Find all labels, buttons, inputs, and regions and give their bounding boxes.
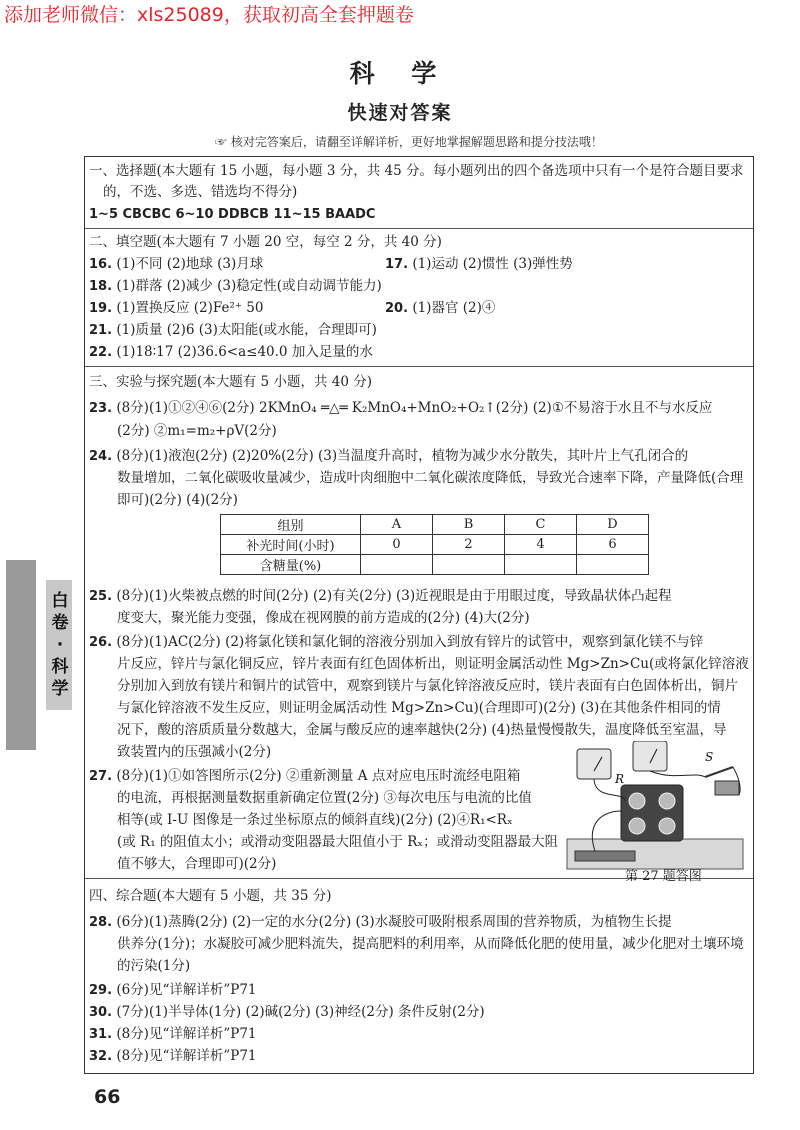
q30-number: 30.	[89, 1005, 113, 1020]
label-r: R	[615, 772, 625, 786]
q19-answer: (1)置换反应 (2)Fe²⁺ 50	[116, 300, 264, 316]
q24-line-3: 即可)(2分) (4)(2分)	[117, 492, 238, 508]
q31-answer: (8分)见“详解详析”P71	[116, 1026, 257, 1042]
section-choice-header-2: 的，不选、多选、错选均不得分)	[103, 184, 298, 200]
q27-line-5: 值不够大，合理即可)(2分)	[117, 856, 277, 872]
side-tab-bar	[6, 560, 36, 750]
q18-answer: (1)群落 (2)减少 (3)稳定性(或自动调节能力)	[116, 278, 382, 294]
q20-row	[385, 297, 745, 320]
section-fill-header: 二、填空题(本大题有 7 小题 20 空，每空 2 分，共 40 分)	[89, 234, 442, 250]
table-cell	[505, 555, 577, 575]
q21-number: 21.	[89, 323, 113, 338]
q23-line-1	[89, 397, 749, 420]
q29-answer: (6分)见“详解详析”P71	[116, 982, 257, 998]
hand-pointer-icon: ☞	[215, 135, 228, 149]
q31-row	[89, 1023, 749, 1046]
q22-number: 22.	[89, 345, 113, 360]
q27-line-4: (或 R₁ 的阻值太小；或滑动变阻器最大阻值小于 Rₓ；或滑动变阻器最大阻	[117, 834, 559, 850]
q17-answer: (1)运动 (2)惯性 (3)弹性势	[412, 256, 573, 272]
dial	[629, 793, 645, 809]
dial	[629, 818, 645, 834]
table-cell: 0	[361, 535, 433, 555]
voltmeter	[577, 749, 611, 779]
table-cell: A	[361, 515, 433, 535]
section-comprehensive-header: 四、综合题(本大题有 5 小题，共 35 分)	[89, 888, 332, 904]
table-cell: B	[433, 515, 505, 535]
q26-text-1: (8分)(1)AC(2分) (2)将氯化镁和氯化铜的溶液分别加入到放有锌片的试管中，观察到氯化镁不与锌	[116, 634, 704, 650]
q26-line-6: 致装置内的压强减小(2分)	[117, 744, 272, 760]
page-subtitle: 快速对答案	[347, 102, 453, 124]
table-cell: C	[505, 515, 577, 535]
q29-number: 29.	[89, 983, 113, 998]
section-experiment	[85, 367, 753, 884]
table-cell: 2	[433, 535, 505, 555]
table-row	[221, 535, 649, 555]
page-number: 66	[94, 1086, 121, 1108]
answer-panel	[84, 156, 754, 1074]
table-cell: 4	[505, 535, 577, 555]
q27-text-1: (8分)(1)①如答图所示(2分) ②重新测量 A 点对应电压时流经电阻箱	[116, 768, 521, 784]
q28-text-1: (6分)(1)蒸腾(2分) (2)一定的水分(2分) (3)水凝胶可吸附根系周围的营养物质，为植物生长提	[116, 914, 672, 930]
q28-line-2: 供养分(1分)；水凝胶可减少肥料流失，提高肥料的利用率，从而降低化肥的使用量，减少化肥对土壤环境	[117, 936, 744, 952]
choice-answers-text: 1~5 CBCBC 6~10 DDBCB 11~15 BAADC	[89, 207, 376, 222]
q22-row	[89, 341, 749, 364]
dial	[659, 793, 675, 809]
q26-line-4: 与氯化锌溶液不发生反应，则证明金属活动性 Mg>Zn>Cu)(合理即可)(2分) (3)在其他条件相同的情	[117, 700, 721, 716]
q25-number: 25.	[89, 589, 113, 604]
table-cell: 补光时间(小时)	[221, 535, 361, 555]
q30-row	[89, 1001, 749, 1024]
rheostat	[575, 851, 635, 861]
q24-table	[220, 514, 649, 575]
table-cell: 组别	[221, 515, 361, 535]
q21-row	[89, 319, 749, 342]
choice-answers	[89, 203, 749, 226]
table-cell: 6	[577, 535, 649, 555]
tip-text: 核对完答案后，请翻至详解详析，更好地掌握解题思路和提分技法哦！	[230, 135, 603, 149]
section-choice-header-1: 一、选择题(本大题有 15 小题，每小题 3 分，共 45 分。每小题列出的四个备选项中只有一个是符合题目要求	[89, 163, 744, 179]
q24-line-2: 数量增加，二氧化碳吸收量减少，造成叶肉细胞中二氧化碳浓度降低，导致光合速率下降，产量降低(合理	[117, 470, 744, 486]
q23-text-1: (8分)(1)①②④⑥(2分) 2KMnO₄ ═△═ K₂MnO₄+MnO₂+O₂↑(2分) (2)①不易溶于水且不与水反应	[116, 400, 713, 416]
q25-line-2: 度变大，聚光能力变强，像成在视网膜的前方造成的(2分) (4)大(2分)	[117, 610, 530, 626]
q29-row	[89, 979, 749, 1002]
q26-line-3: 分别加入到放有镁片和铜片的试管中，观察到镁片与氯化锌溶液反应时，镁片表面有白色固体析出，铜片	[117, 678, 738, 694]
q21-answer: (1)质量 (2)6 (3)太阳能(或水能，合理即可)	[116, 322, 377, 338]
battery	[715, 781, 739, 795]
q28-line-3: 的污染(1分)	[117, 958, 191, 974]
q26-line-5: 况下，酸的溶质质量分数越大，金属与酸反应的速率越快(2分) (4)热量慢慢散失，温度降低至室温，导	[117, 722, 727, 738]
table-row	[221, 555, 649, 575]
q24-text-1: (8分)(1)液泡(2分) (2)20%(2分) (3)当温度升高时，植物为减少水分散失，其叶片上气孔闭合的	[116, 448, 689, 464]
resistance-box	[621, 785, 683, 841]
q31-number: 31.	[89, 1027, 113, 1042]
table-cell	[361, 555, 433, 575]
table-cell	[433, 555, 505, 575]
section-experiment-header: 三、实验与探究题(本大题有 5 小题，共 40 分)	[89, 374, 372, 390]
q26-number: 26.	[89, 635, 113, 650]
section-fill	[85, 229, 753, 367]
q26-line-2: 片反应，锌片与氯化铜反应，锌片表面有红色固体析出，则证明金属活动性 Mg>Zn>Cu(或将氯化锌溶液	[117, 656, 749, 672]
q26-line-1	[89, 631, 749, 654]
q23-line-2: (2分) ②m₁=m₂+ρV(2分)	[117, 423, 277, 439]
q27-block	[85, 727, 753, 884]
promo-banner: 添加老师微信：xls25089，获取初高全套押题卷	[4, 4, 414, 26]
q22-answer: (1)18∶17 (2)36.6<a≤40.0 加入足量的水	[116, 344, 373, 360]
q28-line-1	[89, 911, 749, 934]
tip-line	[215, 133, 603, 150]
q27-number: 27.	[89, 769, 113, 784]
q32-row	[89, 1045, 749, 1068]
q20-number: 20.	[385, 301, 409, 316]
q27-line-1	[89, 765, 559, 788]
table-cell: D	[577, 515, 649, 535]
q25-text-1: (8分)(1)火柴被点燃的时间(2分) (2)有关(2分) (3)近视眼是由于用眼过度，导致晶状体凸起程	[116, 588, 672, 604]
q18-number: 18.	[89, 279, 113, 294]
q24-table-wrap	[85, 514, 753, 580]
label-s: S	[705, 750, 714, 764]
q23-number: 23.	[89, 401, 113, 416]
side-tab-label: 白卷·科学	[51, 591, 69, 699]
table-row	[221, 515, 649, 535]
q16-number: 16.	[89, 257, 113, 272]
page-title: 科 学	[349, 59, 451, 88]
q25-line-1	[89, 585, 749, 608]
q30-answer: (7分)(1)半导体(1分) (2)碱(2分) (3)神经(2分) 条件反射(2分)	[116, 1004, 485, 1020]
section-comprehensive	[85, 879, 753, 1075]
figure-caption: 第 27 题答图	[625, 869, 702, 884]
q27-line-3: 相等(或 I-U 图像是一条过坐标原点的倾斜直线)(2分) (2)④R₁<Rₓ	[117, 812, 513, 828]
table-cell: 含糖量(%)	[221, 555, 361, 575]
dial	[659, 818, 675, 834]
q24-number: 24.	[89, 449, 113, 464]
q32-number: 32.	[89, 1049, 113, 1064]
table-cell	[577, 555, 649, 575]
ammeter	[633, 741, 667, 771]
q19-number: 19.	[89, 301, 113, 316]
q27-line-2: 的电流，再根据测量数据重新确定位置(2分) ③每次电压与电流的比值	[117, 790, 532, 806]
q32-answer: (8分)见“详解详析”P71	[116, 1048, 257, 1064]
q24-line-1	[89, 445, 749, 468]
q28-number: 28.	[89, 915, 113, 930]
q18-row	[89, 275, 749, 298]
q17-row	[385, 253, 745, 276]
q20-answer: (1)器官 (2)④	[412, 300, 496, 316]
q16-answer: (1)不同 (2)地球 (3)月球	[116, 256, 264, 272]
section-choice	[85, 157, 753, 229]
switch	[705, 767, 733, 777]
circuit-diagram	[565, 741, 745, 877]
q17-number: 17.	[385, 257, 409, 272]
